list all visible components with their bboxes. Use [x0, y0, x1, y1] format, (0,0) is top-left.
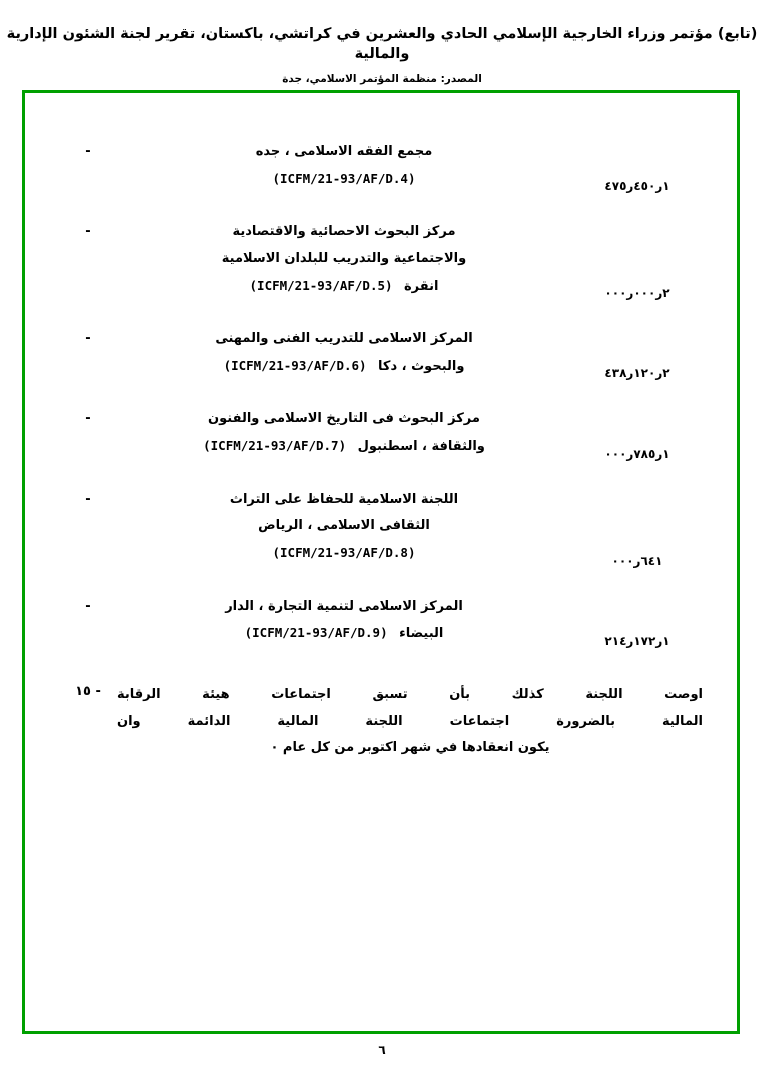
- paragraph-line: اوصت اللجنة كذلك بأن تسبق اجتماعات هيئة الرقابة: [117, 686, 703, 702]
- entry-line: المركز الاسلامى لتنمية التجارة ، الدار: [225, 598, 463, 614]
- entry-line: انقرة (ICFM/21-93/AF/D.5): [249, 277, 439, 294]
- entry-line: اللجنة الاسلامية للحفاظ على التراث: [229, 491, 459, 507]
- entry-line: المركز الاسلامى للتدريب الفنى والمهنى: [215, 331, 473, 347]
- entry-text: [117, 487, 571, 568]
- entry-bullet: -: [85, 598, 91, 614]
- content-body: [25, 93, 737, 782]
- content-frame: [22, 90, 740, 1034]
- entry-line: مركز البحوث فى التاريخ الاسلامى والفنون: [208, 411, 480, 427]
- list-item: [59, 487, 703, 568]
- numbered-paragraph: [59, 682, 703, 762]
- entry-row: [59, 594, 703, 648]
- paragraph-body: [117, 682, 703, 762]
- entry-text: [117, 594, 571, 648]
- entry-bullet: -: [85, 331, 91, 347]
- entry-amount: ٦٤١ر٠٠٠: [611, 553, 663, 568]
- entry-line: والبحوث ، دكا (ICFM/21-93/AF/D.6): [223, 357, 465, 374]
- entry-text: [117, 326, 571, 380]
- entry-amount: ٢ر١٢٠ر٤٣٨: [604, 366, 670, 381]
- paragraph-number: - ١٥: [75, 683, 101, 699]
- list-item: [59, 139, 703, 193]
- entry-bullet: -: [85, 224, 91, 240]
- entry-line: والاجتماعية والتدريب للبلدان الاسلامية: [221, 250, 467, 266]
- paragraph-line: المالية بالضرورة اجتماعات اللجنة المالية الدائمة وان: [117, 713, 703, 729]
- entry-line: مجمع الفقه الاسلامى ، جده: [255, 144, 433, 159]
- entry-bullet: -: [85, 491, 91, 507]
- source-line: المصدر: منظمة المؤتمر الاسلامي، جدة: [282, 72, 482, 85]
- list-item: [59, 219, 703, 300]
- list-item: [59, 326, 703, 380]
- entry-line: الثقافى الاسلامى ، الرياض: [258, 518, 430, 534]
- entry-bullet: -: [85, 144, 91, 159]
- entry-amount: ١ر٤٥٠ر٤٧٥: [604, 179, 670, 194]
- entry-amount: ١ر٧٨٥ر٠٠٠: [604, 446, 670, 461]
- entry-row: [59, 219, 703, 300]
- entry-row: [59, 487, 703, 568]
- entry-line: (ICFM/21-93/AF/D.8): [272, 545, 416, 561]
- document-header: [0, 0, 764, 85]
- entry-text: [117, 219, 571, 300]
- list-item: [59, 406, 703, 460]
- paragraph-line: يكون انعقادها في شهر اكتوبر من كل عام ٠: [270, 740, 550, 756]
- entry-row: [59, 326, 703, 380]
- entry-line: (ICFM/21-93/AF/D.4): [272, 170, 416, 186]
- entry-line: البيضاء (ICFM/21-93/AF/D.9): [244, 625, 444, 642]
- entry-line: والثقافة ، اسطنبول (ICFM/21-93/AF/D.7): [203, 438, 485, 455]
- entry-line: مركز البحوث الاحصائية والاقتصادية: [232, 224, 456, 240]
- entry-bullet: -: [85, 411, 91, 427]
- entry-row: [59, 406, 703, 460]
- entry-text: [117, 406, 571, 460]
- list-item: [59, 594, 703, 648]
- entry-amount: ٢ر٠٠٠ر٠٠٠: [604, 286, 670, 301]
- entry-row: [59, 139, 703, 193]
- page-number: ٦: [378, 1043, 386, 1057]
- entry-amount: ١ر١٧٢ر٢١٤: [604, 633, 670, 648]
- page-title: (تابع) مؤتمر وزراء الخارجية الإسلامي الحادي والعشرين في كراتشي، باكستان، تقرير لجنة الشئون الإدارية والمالية: [6, 26, 758, 63]
- entry-text: [117, 139, 571, 193]
